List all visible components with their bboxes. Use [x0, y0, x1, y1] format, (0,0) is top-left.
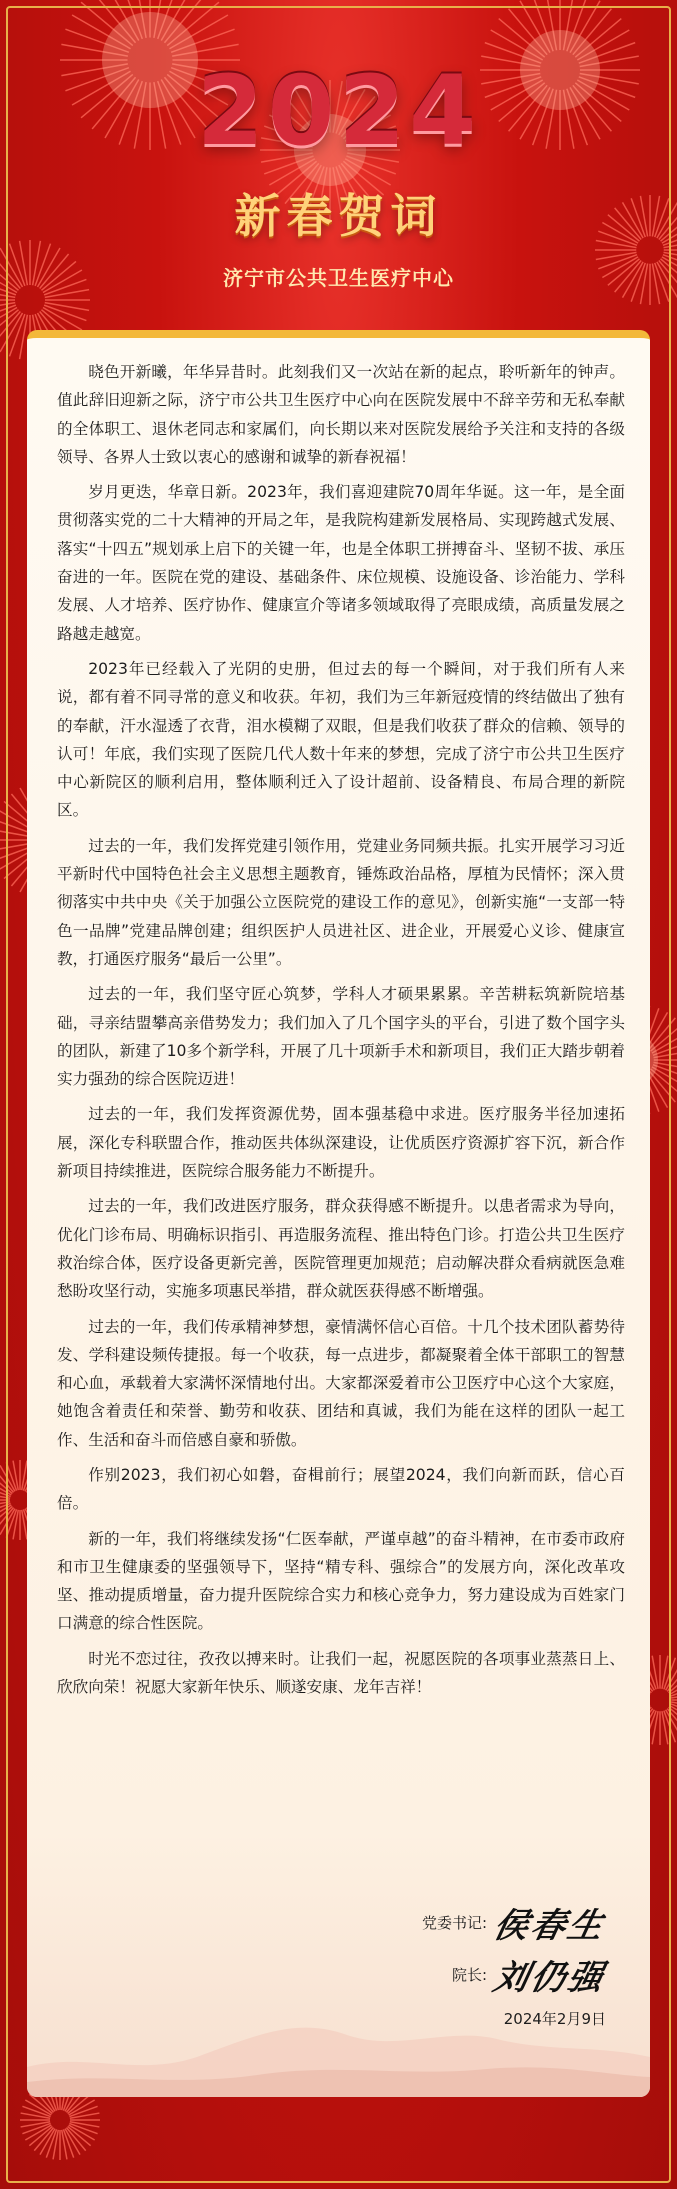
- signature-label: 院长:: [451, 1966, 487, 1984]
- paragraph: 岁月更迭，华章日新。2023年，我们喜迎建院70周年华诞。这一年，是全面贯彻落实党的二十大精神的开局之年，是我院构建新发展格局、实现跨越式发展、落实“十四五”规划承上启下的关键一年，也是全体职工拼搏奋斗、坚韧不拔、承压奋进的一年。医院在党的建设、基础条件、床位规模、设施设备、诊治能力、学科发展、人才培养、医疗协作、健康宣介等诸多领域取得了亮眼成绩，高质量发展之路越走越宽。: [57, 483, 625, 643]
- greeting-title: 新春贺词: [234, 189, 443, 243]
- paragraph: 过去的一年，我们改进医疗服务，群众获得感不断提升。以患者需求为导向，优化门诊布局、明确标识指引、再造服务流程、推出特色门诊。打造公共卫生医疗救治综合体，医疗设备更新完善，医院管理更加规范；启动解决群众看病就医急难愁盼攻坚行动，实施多项惠民举措，群众就医获得感不断增强。: [57, 1197, 625, 1301]
- paragraph: 作别2023，我们初心如磐，奋楫前行；展望2024，我们向新而跃，信心百倍。: [57, 1465, 625, 1513]
- firework-ray: [652, 1656, 658, 1689]
- letter-body: [57, 358, 625, 1708]
- firework-ray: [21, 2122, 51, 2127]
- organization-name: 济宁市公共卫生医疗中心: [223, 266, 454, 290]
- signature-name: 刘仍强: [490, 1958, 610, 1998]
- letter-date: 2024年2月9日: [503, 2010, 606, 2028]
- firework-ray: [21, 2113, 51, 2118]
- hills-decoration: [27, 1957, 650, 2097]
- firework-ray: [662, 1711, 668, 1744]
- paragraph: 晓色开新曦，年华异昔时。此刻我们又一次站在新的起点，聆听新年的钟声。值此辞旧迎新之际，济宁市公共卫生医疗中心向在医院发展中不辞辛劳和无私奉献的全体职工、退休老同志和家属们，向长期以来对医院发展给予关注和支持的各级领导、各界人士致以衷心的感谢和诚挚的新春祝福！: [57, 363, 625, 466]
- firework-ray: [652, 1711, 658, 1744]
- firework-ray: [70, 2122, 100, 2127]
- firework-ray: [13, 1510, 18, 1540]
- firework-ray: [70, 2113, 100, 2118]
- firework-ray: [662, 1656, 668, 1689]
- signature-name: 侯春生: [490, 1906, 610, 1946]
- firework-ray: [53, 2130, 58, 2160]
- paragraph: 时光不恋过往，孜孜以搏来时。让我们一起，祝愿医院的各项事业蒸蒸日上、欣欣向荣！祝愿大家新年快乐、顺遂安康、龙年吉祥！: [57, 1649, 625, 1697]
- year-title: 2024: [196, 55, 481, 167]
- paragraph: 过去的一年，我们坚守匠心筑梦，学科人才硕果累累。辛苦耕耘筑新院培基础，寻亲结盟攀高亲借势发力；我们加入了几个国字头的平台，引进了数个国字头的团队，新建了10多个新学科，开展了几十项新手术和新项目，我们正大踏步朝着实力强劲的综合医院迈进！: [57, 985, 625, 1089]
- paragraph: 2023年已经载入了光阴的史册，但过去的每一个瞬间，对于我们所有人来说，都有着不同寻常的意义和收获。年初，我们为三年新冠疫情的终结做出了独有的奉献，汗水湿透了衣背，泪水模糊了双眼，但是我们收获了群众的信赖、领导的认可！年底，我们实现了医院几代人数十年来的梦想，完成了济宁市公共卫生医疗中心新院区的顺利启用，整体顺利迁入了设计超前、设备精良、布局合理的新院区。: [57, 659, 625, 820]
- paragraph: 过去的一年，我们传承精神梦想，豪情满怀信心百倍。十几个技术团队蓄势待发、学科建设频传捷报。每一个收获，每一点进步，都凝聚着全体干部职工的智慧和心血，承载着大家满怀深情地付出。大家都深爱着市公卫医疗中心这个大家庭，她饱含着责任和荣誉、勤劳和收获、团结和真诚，我们为能在这样的团队一起工作、生活和奋斗而倍感自豪和骄傲。: [57, 1317, 625, 1449]
- header: [0, 0, 677, 330]
- paragraph: 过去的一年，我们发挥资源优势，固本强基稳中求进。医疗服务半径加速拓展，深化专科联盟合作，推动医共体纵深建设，让优质医疗资源扩容下沉，新合作新项目持续推进，医院综合服务能力不断提升。: [57, 1105, 625, 1181]
- signature-label: 党委书记:: [421, 1914, 487, 1932]
- firework-ray: [62, 2130, 67, 2160]
- firework-ray: [13, 1461, 18, 1491]
- paragraph: 新的一年，我们将继续发扬“仁医奉献，严谨卓越”的奋斗精神，在市委市政府和市卫生健康委的坚强领导下，坚持“精专科、强综合”的发展方向，深化改革攻坚、推动提质增量，奋力提升医院综合实力和核心竞争力，努力建设成为百姓家门口满意的综合性医院。: [57, 1529, 625, 1633]
- paragraph: 过去的一年，我们发挥党建引领作用，党建业务同频共振。扎实开展学习习近平新时代中国特色社会主义思想主题教育，锤炼政治品格，厚植为民情怀；深入贯彻落实中共中央《关于加强公立医院党的建设工作的意见》，创新实施“一支部一特色一品牌”党建品牌创建；组织医护人员进社区、进企业，开展爱心义诊、健康宣教，打通医疗服务“最后一公里”。: [57, 836, 625, 968]
- signature-party-secretary: [306, 1898, 610, 1947]
- letter-card: [27, 330, 650, 2097]
